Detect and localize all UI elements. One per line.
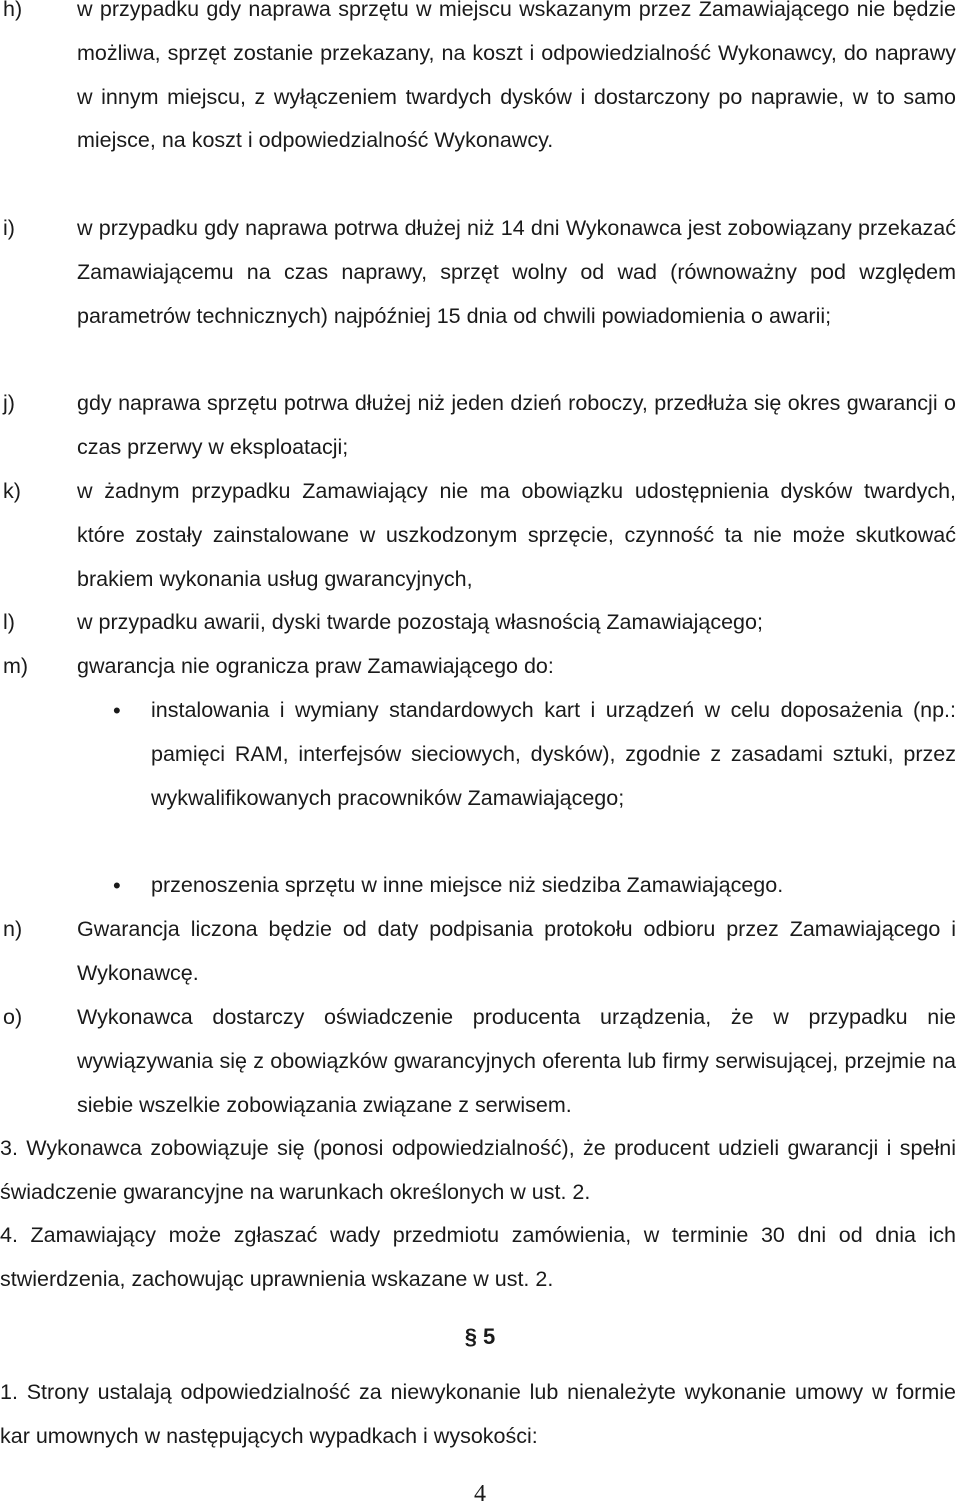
bullet-glyph: • xyxy=(113,698,121,723)
list-item-text: Wykonawca dostarczy oświadczenie producenta urządzenia, że w przypadku nie wywiązywania się z obowiązków gwarancyjnych oferenta lub firmy serwisującej, przejmie na siebie wszelkie zobowiązania związane z serwisem. xyxy=(77,1005,956,1117)
list-item-text: w przypadku gdy naprawa sprzętu w miejscu wskazanym przez Zamawiającego nie będzie możliwa, sprzęt zostanie przekazany, na koszt i odpowiedzialność Wykonawcy, do naprawy w innym miejscu, z wyłączeniem twardych dysków i dostarczony po naprawie, w to samo miejsce, na koszt i odpowiedzialność Wykonawcy. xyxy=(77,0,956,153)
bullet-glyph: • xyxy=(113,873,121,898)
bullet-text: instalowania i wymiany standardowych kart i urządzeń w celu doposażenia (np.: pamięci RAM, interfejsów sieciowych, dysków), zgodnie z zasadami sztuki, przez wykwalifikowanych pracowników Zamawiającego; xyxy=(151,698,956,810)
list-item-text: w żadnym przypadku Zamawiający nie ma obowiązku udostępnienia dysków twardych, które zostały zainstalowane w uszkodzonym sprzęcie, czynność ta nie może skutkować brakiem wykonania usług gwarancyjnych, xyxy=(77,479,956,591)
bullet-item xyxy=(0,689,956,820)
paragraph-3: 3. Wykonawca zobowiązuje się (ponosi odpowiedzialność), że producent udzieli gwarancji i spełni świadczenie gwarancyjne na warunkach określonych w ust. 2. xyxy=(0,1136,956,1204)
list-marker: i) xyxy=(3,216,15,240)
paragraph-4: 4. Zamawiający może zgłaszać wady przedmiotu zamówienia, w terminie 30 dni od dnia ich stwierdzenia, zachowując uprawnienia wskazane w ust. 2. xyxy=(0,1223,956,1291)
list-item-n xyxy=(0,908,956,996)
list-marker: o) xyxy=(3,1005,23,1029)
list-marker: m) xyxy=(3,654,29,678)
list-item-text: w przypadku gdy naprawa potrwa dłużej niż 14 dni Wykonawca jest zobowiązany przekazać Zamawiającemu na czas naprawy, sprzęt wolny od wad (równoważny pod względem parametrów technicznych) najpóźniej 15 dnia od chwili powiadomienia o awarii; xyxy=(77,216,956,328)
section-heading: § 5 xyxy=(464,1324,496,1349)
list-item-text: Gwarancja liczona będzie od daty podpisania protokołu odbioru przez Zamawiającego i Wykonawcę. xyxy=(77,917,956,985)
list-marker: j) xyxy=(3,391,15,415)
list-marker: l) xyxy=(3,610,15,634)
list-item-m xyxy=(0,645,956,689)
list-item-i xyxy=(0,207,956,338)
list-item-text: gdy naprawa sprzętu potrwa dłużej niż jeden dzień roboczy, przedłuża się okres gwarancji o czas przerwy w eksploatacji; xyxy=(77,391,956,459)
list-item-o xyxy=(0,996,956,1127)
list-marker: k) xyxy=(3,479,21,503)
list-item-h xyxy=(0,0,956,163)
list-item-text: w przypadku awarii, dyski twarde pozostają własnością Zamawiającego; xyxy=(77,610,763,634)
bullet-item xyxy=(0,864,956,908)
list-item-l xyxy=(0,601,956,645)
list-item-j xyxy=(0,382,956,470)
list-marker: h) xyxy=(3,0,23,21)
section-paragraph-1: 1. Strony ustalają odpowiedzialność za niewykonanie lub nienależyte wykonanie umowy w formie kar umownych w następujących wypadkach i wysokości: xyxy=(0,1380,956,1448)
page-number: 4 xyxy=(474,1481,486,1507)
list-item-k xyxy=(0,470,956,601)
bullet-text: przenoszenia sprzętu w inne miejsce niż siedziba Zamawiającego. xyxy=(151,873,784,897)
list-marker: n) xyxy=(3,917,23,941)
list-item-text: gwarancja nie ogranicza praw Zamawiającego do: xyxy=(77,654,554,678)
